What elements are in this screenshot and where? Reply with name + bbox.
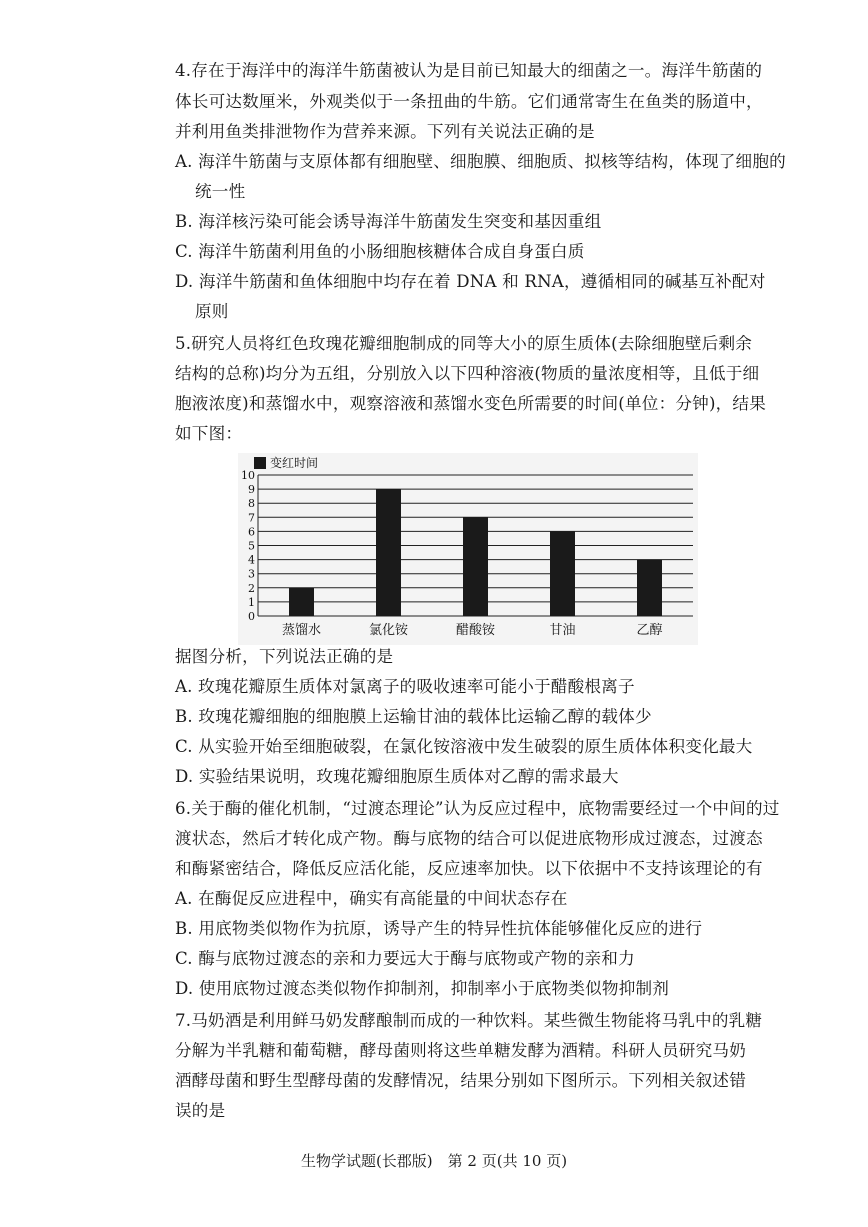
q7-stem-line-1: 7.马奶酒是利用鲜马奶发酵酿制而成的一种饮料。某些微生物能将马乳中的乳糖 xyxy=(175,1011,763,1030)
y-tick-label: 9 xyxy=(248,483,255,497)
q4-option-a[interactable]: A. 海洋牛筋菌与支原体都有细胞壁、细胞膜、细胞质、拟核等结构，体现了细胞的 xyxy=(175,152,786,171)
y-tick-label: 2 xyxy=(248,581,255,595)
y-tick-label: 6 xyxy=(248,525,255,539)
y-tick-label: 5 xyxy=(248,539,255,553)
x-tick-label: 蒸馏水 xyxy=(281,623,322,638)
q5-after-chart: 据图分析，下列说法正确的是 xyxy=(175,647,394,666)
q5-stem-line-2: 结构的总称)均分为五组，分别放入以下四种溶液(物质的量浓度相等，且低于细 xyxy=(175,364,760,383)
q6-stem-line-3: 和酶紧密结合，降低反应活化能，反应速率加快。以下依据中不支持该理论的有 xyxy=(175,859,763,878)
q4-option-d[interactable]: D. 海洋牛筋菌和鱼体细胞中均存在着 DNA 和 RNA，遵循相同的碱基互补配对 xyxy=(175,272,766,291)
q6-option-b[interactable]: B. 用底物类似物作为抗原，诱导产生的特异性抗体能够催化反应的进行 xyxy=(175,919,703,938)
q5-stem-line-4: 如下图： xyxy=(175,424,243,443)
q4-option-d-cont: 原则 xyxy=(195,302,229,321)
y-tick-label: 3 xyxy=(248,567,255,581)
q4-option-b[interactable]: B. 海洋核污染可能会诱导海洋牛筋菌发生突变和基因重组 xyxy=(175,212,602,231)
q6-option-d[interactable]: D. 使用底物过渡态类似物作抑制剂，抑制率小于底物类似物抑制剂 xyxy=(175,979,670,998)
y-tick-label: 10 xyxy=(241,469,255,482)
q4-stem-line-1: 4.存在于海洋中的海洋牛筋菌被认为是目前已知最大的细菌之一。海洋牛筋菌的 xyxy=(175,61,763,80)
q5-stem-line-3: 胞液浓度)和蒸馏水中，观察溶液和蒸馏水变色所需要的时间(单位：分钟)，结果 xyxy=(175,394,767,413)
q7-stem-line-3: 酒酵母菌和野生型酵母菌的发酵情况，结果分别如下图所示。下列相关叙述错 xyxy=(175,1071,746,1090)
q4-option-c[interactable]: C. 海洋牛筋菌利用鱼的小肠细胞核糖体合成自身蛋白质 xyxy=(175,242,585,261)
q5-option-c[interactable]: C. 从实验开始至细胞破裂，在氯化铵溶液中发生破裂的原生质体体积变化最大 xyxy=(175,737,753,756)
y-tick-label: 7 xyxy=(248,511,255,525)
bar xyxy=(289,588,314,616)
q5-stem-line-1: 5.研究人员将红色玫瑰花瓣细胞制成的同等大小的原生质体(去除细胞壁后剩余 xyxy=(175,334,753,353)
legend-label: 变红时间 xyxy=(270,456,319,470)
q5-option-a[interactable]: A. 玫瑰花瓣原生质体对氯离子的吸收速率可能小于醋酸根离子 xyxy=(175,677,635,696)
page-footer: 生物学试题(长郡版) 第 2 页(共 10 页) xyxy=(300,1152,568,1170)
legend-swatch xyxy=(254,457,266,469)
q4-stem-line-2: 体长可达数厘米，外观类似于一条扭曲的牛筋。它们通常寄生在鱼类的肠道中， xyxy=(175,92,763,111)
bar-chart xyxy=(238,453,698,645)
bar xyxy=(463,517,488,616)
q5-option-d[interactable]: D. 实验结果说明，玫瑰花瓣细胞原生质体对乙醇的需求最大 xyxy=(175,767,619,786)
q6-stem-line-1: 6.关于酶的催化机制，“过渡态理论”认为反应过程中，底物需要经过一个中间的过 xyxy=(175,799,780,818)
bar xyxy=(637,560,662,616)
q7-stem-line-4: 误的是 xyxy=(175,1101,226,1120)
y-tick-label: 4 xyxy=(248,553,255,567)
y-tick-label: 8 xyxy=(248,497,255,511)
x-tick-label: 乙醇 xyxy=(636,623,663,638)
q6-option-c[interactable]: C. 酶与底物过渡态的亲和力要远大于酶与底物或产物的亲和力 xyxy=(175,949,635,968)
bar xyxy=(550,531,575,616)
q5-option-b[interactable]: B. 玫瑰花瓣细胞的细胞膜上运输甘油的载体比运输乙醇的载体少 xyxy=(175,707,652,726)
bar-chart-svg xyxy=(238,453,698,645)
x-tick-label: 氯化铵 xyxy=(368,623,409,638)
x-tick-label: 甘油 xyxy=(549,623,576,638)
q6-stem-line-2: 渡状态，然后才转化成产物。酶与底物的结合可以促进底物形成过渡态，过渡态 xyxy=(175,829,763,848)
x-tick-label: 醋酸铵 xyxy=(455,623,496,638)
q7-stem-line-2: 分解为半乳糖和葡萄糖，酵母菌则将这些单糖发酵为酒精。科研人员研究马奶 xyxy=(175,1041,746,1060)
q4-stem-line-3: 并利用鱼类排泄物作为营养来源。下列有关说法正确的是 xyxy=(175,122,595,141)
q6-option-a[interactable]: A. 在酶促反应进程中，确实有高能量的中间状态存在 xyxy=(175,889,568,908)
bar xyxy=(376,489,401,616)
q4-option-a-cont: 统一性 xyxy=(195,182,246,201)
y-tick-label: 0 xyxy=(248,610,255,623)
y-tick-label: 1 xyxy=(248,595,255,609)
